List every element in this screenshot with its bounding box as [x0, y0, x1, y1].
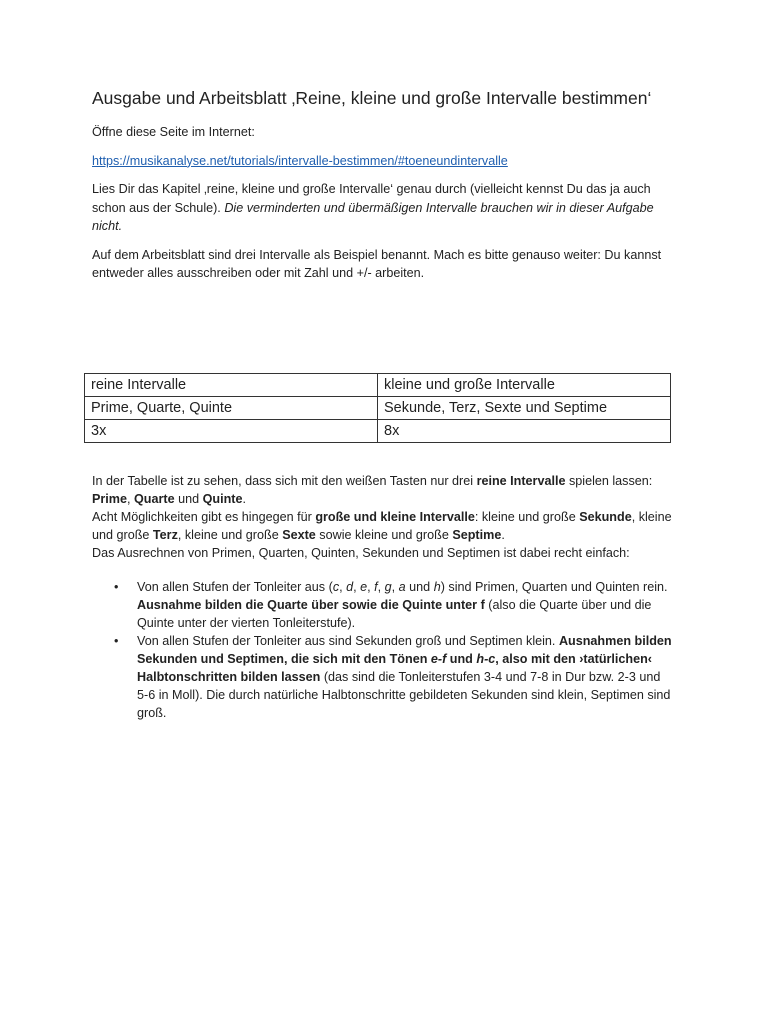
table-cell: 3x	[85, 420, 378, 443]
text-run: .	[242, 492, 247, 506]
italic-run: e	[360, 580, 368, 594]
text-run: In der Tabelle ist zu sehen, dass sich mit den weißen Tasten nur drei	[92, 474, 477, 488]
text-run: Von allen Stufen der Tonleiter aus (	[137, 580, 333, 594]
text-run: ,	[391, 580, 399, 594]
italic-run: f	[374, 580, 378, 594]
table-cell: reine Intervalle	[85, 374, 378, 397]
text-run: ) sind Primen, Quarten und Quinten rein.	[440, 580, 668, 594]
text-run: und	[405, 580, 434, 594]
task-instruction: Auf dem Arbeitsblatt sind drei Intervalle als Beispiel benannt. Mach es bitte genauso weiter: Du kannst entweder alles ausschreiben oder mit Zahl und +/- arbeiten.	[92, 247, 662, 280]
table-cell: kleine und große Intervalle	[378, 374, 671, 397]
bullet-icon: •	[114, 580, 119, 594]
italic-run: h	[433, 580, 441, 594]
text-run: und	[174, 492, 203, 506]
explanation-paragraph	[92, 472, 674, 562]
tutorial-link[interactable]: https://musikanalyse.net/tutorials/intervalle-bestimmen/#toeneundintervalle	[92, 153, 508, 168]
list-item	[92, 578, 674, 632]
table-row	[85, 374, 671, 397]
interval-table	[84, 373, 671, 443]
text-run: (also die Quarte über und die Quinte unter der vierten Tonleiterstufe).	[137, 598, 652, 630]
bold-run: , also mit den ›tatürlichen‹ Halbtonschritten bilden lassen	[137, 652, 653, 684]
italic-run: a	[398, 580, 406, 594]
open-instruction: Öffne diese Seite im Internet:	[92, 125, 255, 139]
bold-italic-run: h-c	[476, 652, 496, 666]
bold-run: Quarte	[134, 492, 175, 506]
text-run: spielen lassen:	[565, 474, 653, 488]
list-item	[92, 632, 674, 722]
explanation-section	[92, 472, 674, 722]
text-run: : kleine und große	[474, 510, 580, 524]
text-run: , kleine und große	[92, 510, 672, 542]
bold-italic-run: e-f	[430, 652, 447, 666]
bold-run: Terz	[152, 528, 178, 542]
italic-run: c	[332, 580, 340, 594]
bold-run: Sekunde	[579, 510, 632, 524]
text-run: ,	[127, 492, 135, 506]
link-paragraph	[92, 152, 674, 171]
bold-run: Sexte	[282, 528, 316, 542]
text-run: Von allen Stufen der Tonleiter aus sind Sekunden groß und Septimen klein.	[137, 634, 559, 648]
read-italic-note: Die verminderten und übermäßigen Intervalle brauchen wir in dieser Aufgabe nicht.	[92, 200, 654, 233]
rules-list	[92, 578, 674, 722]
table-cell: Sekunde, Terz, Sexte und Septime	[378, 397, 671, 420]
bold-run: Ausnahmen bilden Sekunden und Septimen, die sich mit den Tönen	[137, 634, 672, 666]
text-run: sowie kleine und große	[315, 528, 453, 542]
table-row	[85, 397, 671, 420]
text-run: , kleine und große	[177, 528, 283, 542]
text-run: ,	[353, 580, 361, 594]
bold-run: und	[446, 652, 477, 666]
text-run: (das sind die Tonleiterstufen 3-4 und 7-8 in Dur bzw. 2-3 und 5-6 in Moll). Die durch natürliche Halbtonschritte gebildeten Sekunden sind klein, Septimen sind groß.	[137, 670, 671, 720]
bold-run: Prime	[92, 492, 128, 506]
bullet-icon: •	[114, 634, 119, 648]
bold-run: Ausnahme bilden die Quarte über sowie die Quinte unter f	[137, 598, 485, 612]
bold-run: Quinte	[202, 492, 243, 506]
text-run: ,	[339, 580, 347, 594]
text-run: .	[501, 528, 505, 542]
read-text: Lies Dir das Kapitel ‚reine, kleine und große Intervalle‘ genau durch (vielleicht kennst Du das ja auch schon aus der Schule).	[92, 182, 651, 215]
text-run: ,	[377, 580, 385, 594]
page-title: Ausgabe und Arbeitsblatt ‚Reine, kleine und große Intervalle bestimmen‘	[92, 88, 652, 108]
table-cell: 8x	[378, 420, 671, 443]
table-row	[85, 420, 671, 443]
document-page	[92, 86, 674, 293]
bold-run: reine Intervalle	[476, 474, 566, 488]
bold-run: große und kleine Intervalle	[315, 510, 475, 524]
read-instruction	[92, 180, 674, 236]
bold-run: Septime	[452, 528, 502, 542]
italic-run: g	[384, 580, 392, 594]
text-run: Das Ausrechnen von Primen, Quarten, Quinten, Sekunden und Septimen ist dabei recht einfach:	[92, 546, 630, 560]
italic-run: d	[346, 580, 354, 594]
text-run: Acht Möglichkeiten gibt es hingegen für	[92, 510, 316, 524]
table-cell: Prime, Quarte, Quinte	[85, 397, 378, 420]
text-run: ,	[367, 580, 375, 594]
